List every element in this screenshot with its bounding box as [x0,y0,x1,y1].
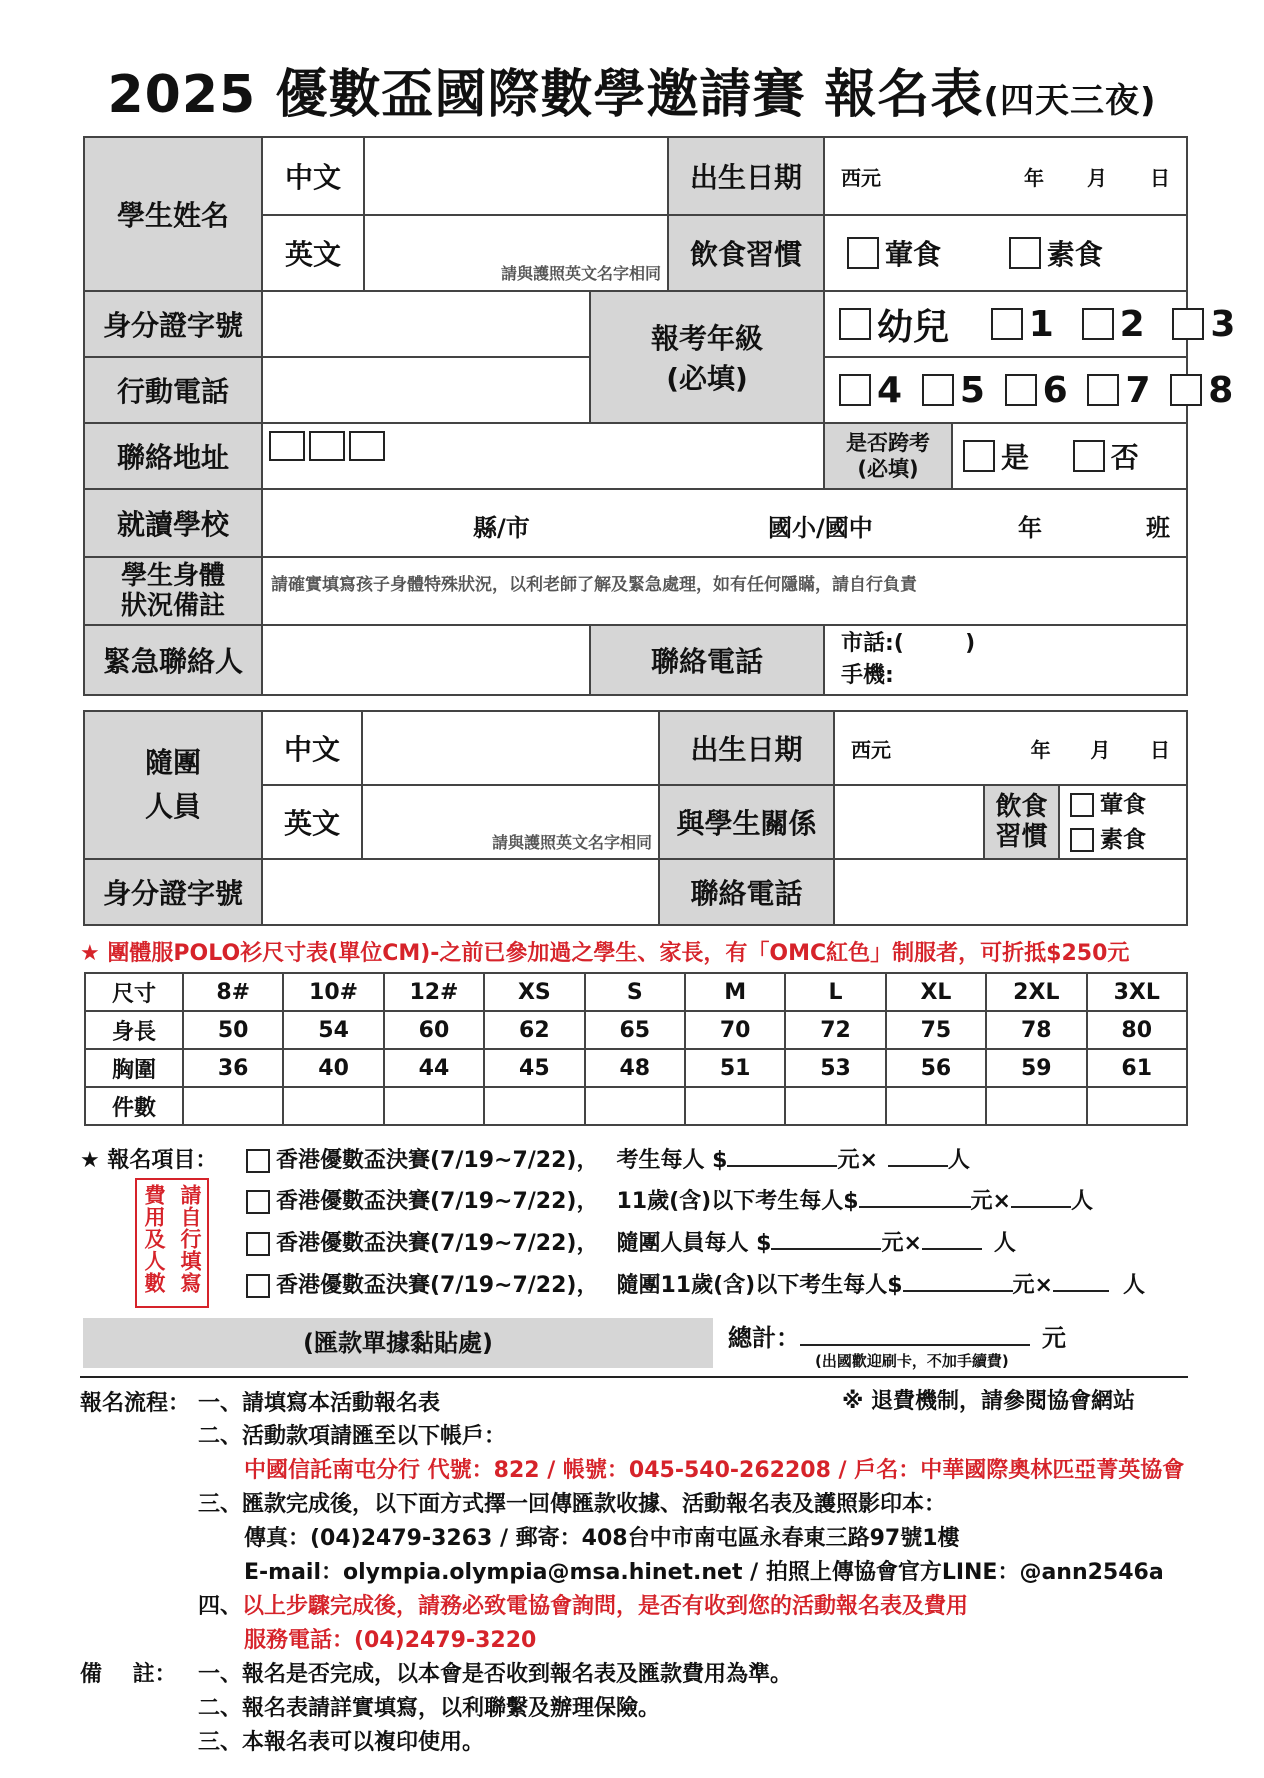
shirt-header-row [85,973,1187,1011]
page-title [0,52,1264,127]
english-name-label: 英文 [262,215,364,291]
companion-chinese-label: 中文 [262,711,362,785]
birth-day: 日 [1150,165,1170,190]
shirt-cell: 61 [1087,1049,1187,1087]
companion-birth-day: 日 [1149,737,1170,762]
shirt-cell: 62 [484,1011,584,1049]
shirt-cell: 75 [886,1011,986,1049]
school-class: 班 [1146,514,1170,542]
shirt-chest-row [85,1049,1187,1087]
shirt-header-cell: 2XL [986,973,1086,1011]
registration-desc: 考生每人 $ [616,1148,728,1173]
companion-label [84,711,262,859]
emergency-contact-label: 緊急聯絡人 [84,625,262,695]
grade-5-checkbox[interactable] [922,374,954,406]
school-field[interactable] [262,489,1187,557]
health-label [84,557,262,625]
shirt-cell: 51 [685,1049,785,1087]
companion-id-field[interactable] [262,859,659,925]
total-unit: 元 [1042,1324,1066,1352]
grade-label-text: 報考年級 [650,322,763,355]
health-note: 請確實填寫孩子身體特殊狀況，以利老師了解及緊急處理，如有任何隱瞞，請自行負責 [271,575,917,595]
grade-8-checkbox[interactable] [1170,374,1202,406]
registration-event: 香港優數盃決賽(7/19~7/22)， [276,1189,599,1214]
grade-7-checkbox[interactable] [1087,374,1119,406]
shirt-cell: 54 [283,1011,383,1049]
grade-5-label: 5 [959,369,985,411]
divider [80,1376,1188,1378]
birth-date-label: 出生日期 [668,137,824,215]
companion-id-label: 身分證字號 [84,859,262,925]
price-blank[interactable] [903,1272,1013,1292]
contact-phone-label: 聯絡電話 [590,625,824,695]
diet-meat-label: 葷食 [885,238,942,271]
companion-phone-field[interactable] [834,859,1187,925]
companion-english-note: 請與護照英文名字相同 [491,832,652,852]
shirt-quantity-cell[interactable] [986,1087,1086,1125]
process-step-4-text: 以上步驟完成後，請務必致電協會詢問，是否有收到您的活動報名表及費用 [242,1594,969,1619]
count-blank[interactable] [888,1147,948,1167]
grade-row-1 [824,291,1236,357]
mobile-label: 行動電話 [84,357,262,423]
registration-label: ★ 報名項目： [80,1148,218,1173]
registration-checkbox[interactable] [246,1190,270,1214]
school-year: 年 [1018,514,1042,542]
process-label: 報名流程： [80,1391,191,1416]
shirt-cell: 59 [986,1049,1086,1087]
registration-unit: 元× [970,1189,1011,1214]
shirt-quantity-cell[interactable] [183,1087,283,1125]
birth-date-field[interactable] [824,137,1187,215]
grade-6-checkbox[interactable] [1005,374,1037,406]
shirt-quantity-cell[interactable] [384,1087,484,1125]
shirt-header-cell: XS [484,973,584,1011]
shirt-length-row [85,1011,1187,1049]
school-label: 就讀學校 [84,489,262,557]
registration-desc: 11歲(含)以下考生每人$ [616,1189,859,1214]
companion-diet-label-2: 習慣 [995,822,1048,852]
shirt-cell: 60 [384,1011,484,1049]
companion-chinese-field[interactable] [362,711,659,785]
companion-diet-meat-checkbox[interactable] [1070,793,1094,817]
grade-row-2 [824,357,1234,423]
companion-birth-field[interactable] [834,711,1187,785]
title-main: 2025 優數盃國際數學邀請賽 報名表 [107,65,984,125]
companion-diet-veg-checkbox[interactable] [1070,828,1094,852]
shirt-quantity-cell[interactable] [1087,1087,1187,1125]
shirt-size-title: ★ 團體服POLO衫尺寸表(單位CM)-之前已參加過之學生、家長，有「OMC紅色」制服者，可折抵$250元 [80,941,1130,966]
price-blank[interactable] [859,1188,971,1208]
registration-event: 香港優數盃決賽(7/19~7/22)， [276,1273,599,1298]
shirt-cell: 56 [886,1049,986,1087]
grade-4-label: 4 [877,369,903,411]
contact-phone-field[interactable] [824,625,1187,695]
english-name-field[interactable] [364,215,668,291]
postal-box-1[interactable] [269,431,305,461]
remark-2: 二、報名表請詳實填寫，以利聯繫及辦理保險。 [198,1696,661,1721]
shirt-cell: 40 [283,1049,383,1087]
registration-item [246,1226,1016,1257]
fill-yourself-text: 費用及人數 [142,1184,166,1294]
remark-1: 一、報名是否完成，以本會是否收到報名表及匯款費用為準。 [198,1662,793,1687]
cross-no-checkbox[interactable] [1073,440,1105,472]
registration-desc: 隨團11歲(含)以下考生每人$ [616,1273,903,1298]
registration-checkbox[interactable] [246,1232,270,1256]
shirt-header-cell: 12# [384,973,484,1011]
registration-item [246,1268,1145,1299]
title-sub: (四天三夜) [983,81,1157,121]
grade-3-label: 3 [1210,303,1236,345]
fill-yourself-text: 請自行填寫 [178,1184,202,1294]
companion-diet-meat-label: 葷食 [1100,792,1146,818]
service-phone: 服務電話：(04)2479-3220 [244,1628,537,1653]
registration-unit: 元× [881,1231,922,1256]
shirt-header-cell: 8# [183,973,283,1011]
shirt-quantity-cell[interactable] [685,1087,785,1125]
grade-kindergarten-label: 幼兒 [877,306,950,348]
grade-2-checkbox[interactable] [1082,308,1114,340]
birth-month: 月 [1087,165,1107,190]
shirt-quantity-cell[interactable] [484,1087,584,1125]
student-name-label: 學生姓名 [84,137,262,291]
diet-veg-label: 素食 [1046,238,1103,271]
shirt-header-cell: 10# [283,973,383,1011]
count-blank[interactable] [1011,1188,1071,1208]
fax-address: 傳真：(04)2479-3263 / 郵寄：408台中市南屯區永春東三路97號1樓 [244,1526,960,1551]
total-label: 總計： [728,1324,800,1352]
english-name-note: 請與護照英文名字相同 [500,263,661,283]
shirt-header-cell: 尺寸 [85,973,183,1011]
email-line: E-mail：olympia.olympia@msa.hinet.net / 拍照上傳協會官方LINE：@ann2546a [244,1560,1164,1585]
shirt-quantity-label: 件數 [85,1087,183,1125]
mobile-phone-label: 手機: [841,663,894,688]
mobile-field[interactable] [262,357,590,423]
health-field[interactable] [262,557,1187,625]
grade-3-checkbox[interactable] [1172,308,1204,340]
total-blank[interactable] [800,1326,1030,1346]
registration-person: 人 [993,1231,1016,1256]
shirt-quantity-cell[interactable] [785,1087,885,1125]
registration-person: 人 [1122,1273,1145,1298]
grade-label [590,291,824,423]
companion-diet-label-1: 飲食 [995,792,1048,822]
shirt-header-cell: 3XL [1087,973,1187,1011]
registration-desc: 隨團人員每人 $ [616,1231,772,1256]
refund-notice: ※ 退費機制，請參閱協會網站 [842,1389,1136,1414]
shirt-cell: 50 [183,1011,283,1049]
cross-exam-label [824,423,952,489]
total-row [728,1318,1066,1353]
shirt-quantity-cell[interactable] [886,1087,986,1125]
companion-english-label: 英文 [262,785,362,859]
shirt-cell: 45 [484,1049,584,1087]
school-county: 縣/市 [473,514,530,542]
count-blank[interactable] [1053,1272,1109,1292]
health-label-1: 學生身體 [120,561,225,591]
grade-required: (必填) [666,362,748,395]
companion-phone-label: 聯絡電話 [659,859,834,925]
process-step-4 [198,1589,968,1620]
diet-options [824,215,1187,291]
registration-checkbox[interactable] [246,1149,270,1173]
id-number-label: 身分證字號 [84,291,262,357]
registration-checkbox[interactable] [246,1274,270,1298]
student-table [83,136,1236,696]
companion-label-1: 隨團 [144,746,201,779]
shirt-header-cell: M [685,973,785,1011]
remarks-label: 備 註： [80,1662,177,1687]
grade-8-label: 8 [1208,369,1234,411]
companion-diet-options [1059,785,1187,859]
grade-7-label: 7 [1125,369,1151,411]
shirt-quantity-row [85,1087,1187,1125]
address-label: 聯絡地址 [84,423,262,489]
shirt-cell: 44 [384,1049,484,1087]
cross-exam-text: 是否跨考 [846,431,930,455]
companion-birth-era: 西元 [851,737,891,762]
process-step-2: 二、活動款項請匯至以下帳戶： [198,1424,507,1449]
count-blank[interactable] [922,1230,982,1250]
shirt-cell: 胸圍 [85,1049,183,1087]
remittance-paste-area: (匯款單據黏貼處) [83,1318,713,1368]
registration-unit: 元× [837,1148,878,1173]
cross-yes-checkbox[interactable] [963,440,995,472]
diet-veg-checkbox[interactable] [1009,237,1041,269]
registration-item [246,1184,1093,1215]
shirt-cell: 65 [585,1011,685,1049]
companion-english-field[interactable] [362,785,659,859]
chinese-name-field[interactable] [364,137,668,215]
grade-4-checkbox[interactable] [839,374,871,406]
price-blank[interactable] [771,1230,881,1250]
grade-2-label: 2 [1119,303,1145,345]
registration-person: 人 [1070,1189,1093,1214]
emergency-contact-field[interactable] [262,625,590,695]
fill-yourself-box [135,1178,209,1308]
shirt-cell: 48 [585,1049,685,1087]
companion-diet-veg-label: 素食 [1100,826,1146,853]
companion-label-2: 人員 [144,790,201,823]
shirt-cell: 53 [785,1049,885,1087]
cross-yes-label: 是 [1001,441,1030,474]
registration-unit: 元× [1012,1273,1053,1298]
grade-6-label: 6 [1042,369,1068,411]
registration-person: 人 [947,1148,970,1173]
registration-event: 香港優數盃決賽(7/19~7/22)， [276,1231,599,1256]
postal-box-3[interactable] [349,431,385,461]
process-step-3: 三、匯款完成後，以下面方式擇一回傳匯款收據、活動報名表及護照影印本： [198,1492,947,1517]
shirt-cell: 80 [1087,1011,1187,1049]
shirt-cell: 78 [986,1011,1086,1049]
grade-kindergarten-checkbox[interactable] [839,308,871,340]
school-type: 國小/國中 [768,514,873,542]
total-note: (出國歡迎刷卡，不加手續費) [815,1352,1009,1370]
postal-box-2[interactable] [309,431,345,461]
companion-birth-year: 年 [1030,737,1051,762]
companion-table [83,710,1188,926]
shirt-quantity-cell[interactable] [283,1087,383,1125]
companion-birth-month: 月 [1090,737,1111,762]
price-blank[interactable] [727,1147,837,1167]
process-step-1: 一、請填寫本活動報名表 [198,1391,441,1416]
birth-year: 年 [1024,165,1044,190]
registration-event: 香港優數盃決賽(7/19~7/22)， [276,1148,599,1173]
grade-1-label: 1 [1028,303,1054,345]
shirt-cell: 身長 [85,1011,183,1049]
companion-birth-label: 出生日期 [659,711,834,785]
shirt-quantity-cell[interactable] [585,1087,685,1125]
registration-item [246,1143,970,1174]
bank-account: 中國信託南屯分行 代號：822 / 帳號：045-540-262208 / 戶名：中華國際奧林匹亞菁英協會 [244,1458,1185,1483]
shirt-cell: 72 [785,1011,885,1049]
id-number-field[interactable] [262,291,590,357]
landline-label: 市話:( ) [841,631,976,656]
cross-exam-required: (必填) [857,457,919,481]
relation-label: 與學生關係 [659,785,834,859]
diet-meat-checkbox[interactable] [847,237,879,269]
remark-3: 三、本報名表可以複印使用。 [198,1730,485,1755]
cross-no-label: 否 [1110,441,1139,474]
shirt-header-cell: L [785,973,885,1011]
grade-1-checkbox[interactable] [991,308,1023,340]
process-step-4-no: 四、 [198,1594,243,1619]
shirt-cell: 36 [183,1049,283,1087]
shirt-header-cell: S [585,973,685,1011]
shirt-header-cell: XL [886,973,986,1011]
diet-label: 飲食習慣 [668,215,824,291]
shirt-cell: 70 [685,1011,785,1049]
cross-exam-options [952,423,1187,489]
address-field[interactable] [262,423,824,489]
health-label-2: 狀況備註 [120,591,225,621]
shirt-size-table [84,972,1188,1126]
companion-diet-label [984,785,1059,859]
chinese-name-label: 中文 [262,137,364,215]
birth-era: 西元 [841,165,881,190]
relation-field[interactable] [834,785,984,859]
